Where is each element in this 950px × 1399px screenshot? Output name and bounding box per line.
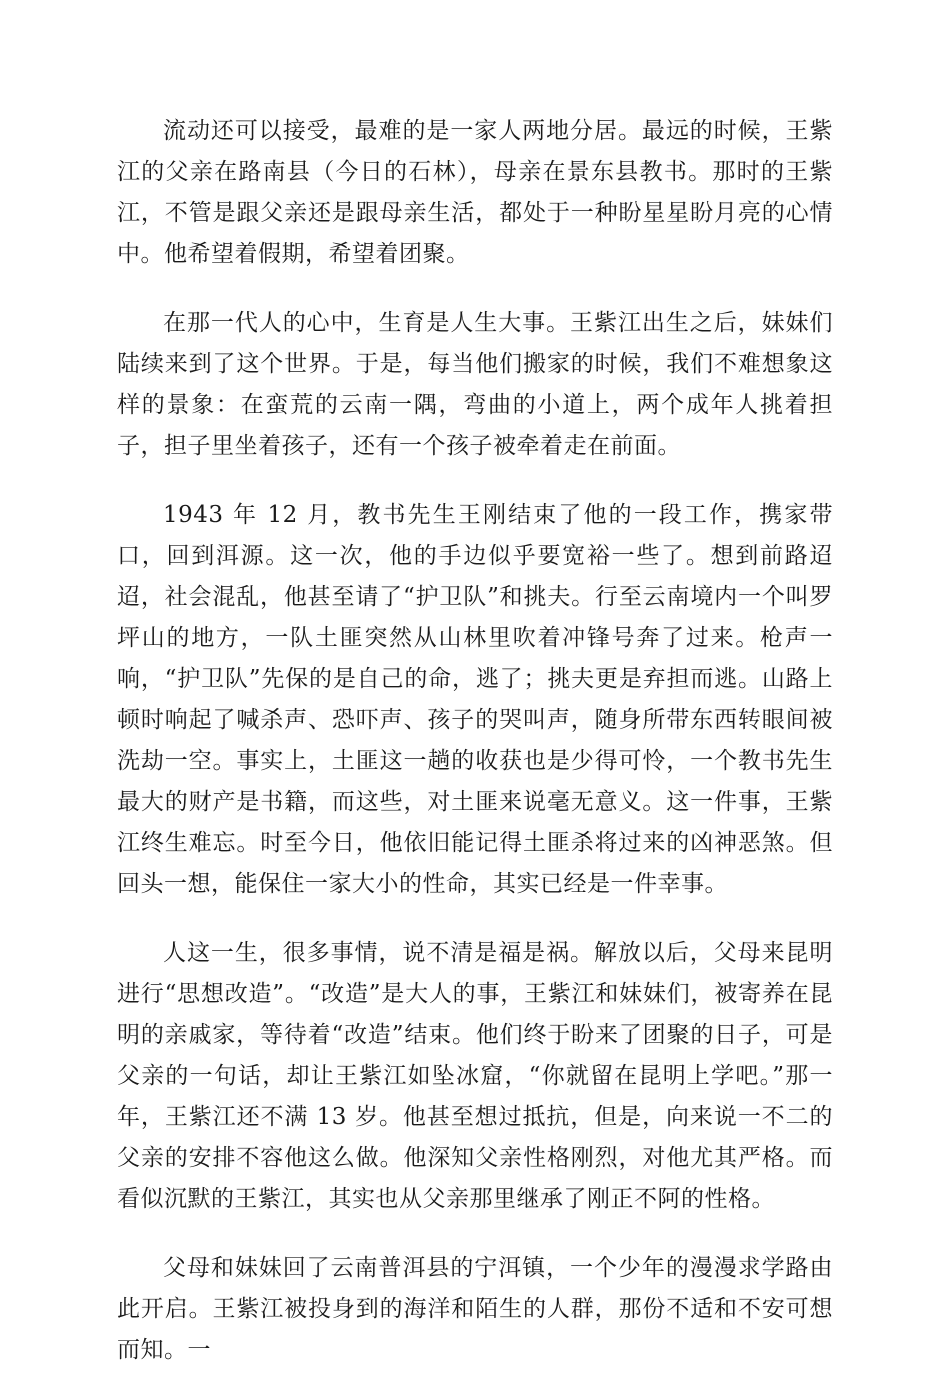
document-body <box>117 111 833 1399</box>
paragraph: 流动还可以接受，最难的是一家人两地分居。最远的时候，王紫江的父亲在路南县（今日的石林），母亲在景东县教书。那时的王紫江，不管是跟父亲还是跟母亲生活，都处于一种盼星星盼月亮的心情中。他希望着假期，希望着团聚。 <box>117 118 833 267</box>
paragraph: 父母和妹妹回了云南普洱县的宁洱镇，一个少年的漫漫求学路由此开启。王紫江被投身到的海洋和陌生的人群，那份不适和不安可想而知。一 <box>117 1255 833 1363</box>
paragraph: 1943 年 12 月，教书先生王刚结束了他的一段工作，携家带口，回到洱源。这一次，他的手边似乎要宽裕一些了。想到前路迢迢，社会混乱，他甚至请了“护卫队”和挑夫。行至云南境内一个叫罗坪山的地方，一队土匪突然从山林里吹着冲锋号奔了过来。枪声一响，“护卫队”先保的是自己的命，逃了；挑夫更是弃担而逃。山路上顿时响起了喊杀声、恐吓声、孩子的哭叫声，随身所带东西转眼间被洗劫一空。事实上，土匪这一趟的收获也是少得可怜，一个教书先生最大的财产是书籍，而这些，对土匪来说毫无意义。这一件事，王紫江终生难忘。时至今日，他依旧能记得土匪杀将过来的凶神恶煞。但回头一想，能保住一家大小的性命，其实已经是一件幸事。 <box>117 502 833 897</box>
paragraph: 在那一代人的心中，生育是人生大事。王紫江出生之后，妹妹们陆续来到了这个世界。于是，每当他们搬家的时候，我们不难想象这样的景象：在蛮荒的云南一隅，弯曲的小道上，两个成年人挑着担子，担子里坐着孩子，还有一个孩子被牵着走在前面。 <box>117 310 833 459</box>
paragraph: 人这一生，很多事情，说不清是福是祸。解放以后，父母来昆明进行“思想改造”。“改造”是大人的事，王紫江和妹妹们，被寄养在昆明的亲戚家，等待着“改造”结束。他们终于盼来了团聚的日子，可是父亲的一句话，却让王紫江如坠冰窟，“你就留在昆明上学吧。”那一年，王紫江还不满 13 岁。他甚至想过抵抗，但是，向来说一不二的父亲的安排不容他这么做。他深知父亲性格刚烈，对他尤其严格。而看似沉默的王紫江，其实也从父亲那里继承了刚正不阿的性格。 <box>117 940 833 1212</box>
